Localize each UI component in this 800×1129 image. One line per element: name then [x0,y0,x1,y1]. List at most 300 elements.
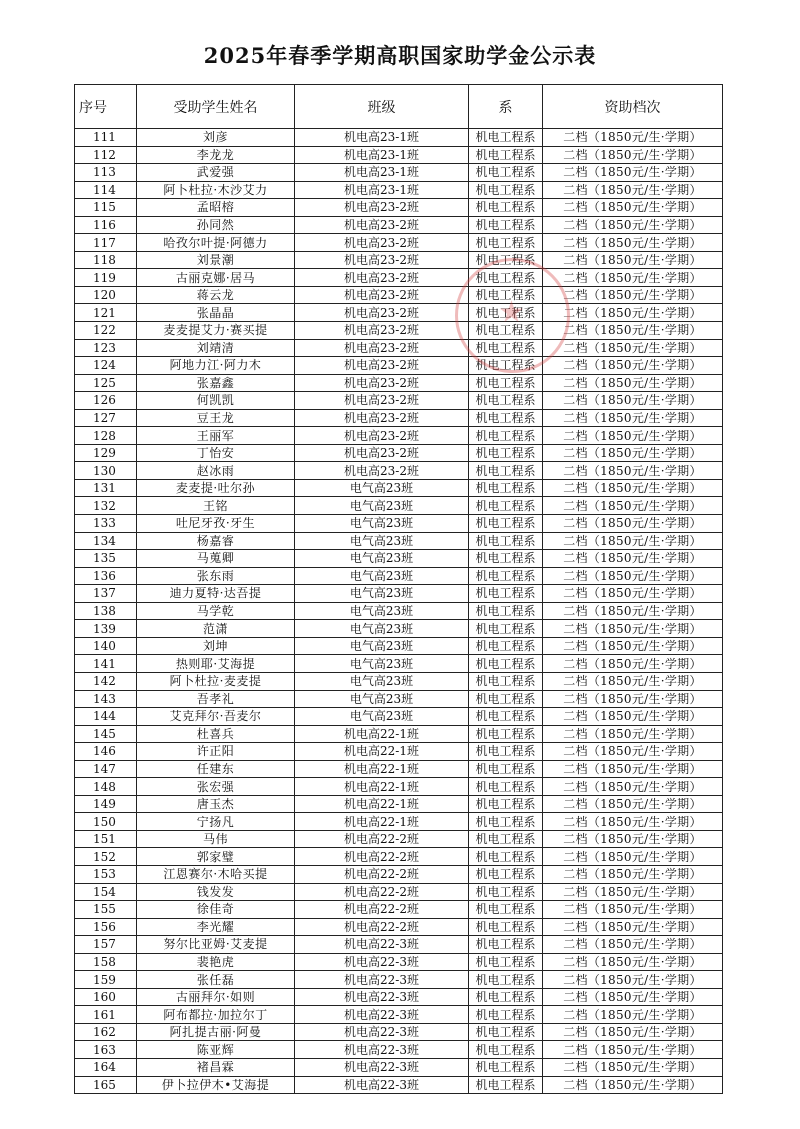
cell-level: 二档（1850元/生·学期） [543,620,723,638]
cell-name: 孙同然 [137,216,295,234]
cell-department: 机电工程系 [469,1006,543,1024]
cell-level: 二档（1850元/生·学期） [543,181,723,199]
table-row [75,479,723,497]
cell-seq: 157 [75,936,137,954]
cell-class: 机电高22-3班 [295,1023,469,1041]
table-row [75,181,723,199]
cell-seq: 140 [75,637,137,655]
cell-name: 张晶晶 [137,304,295,322]
cell-seq: 156 [75,918,137,936]
cell-seq: 117 [75,234,137,252]
table-row [75,497,723,515]
cell-level: 二档（1850元/生·学期） [543,164,723,182]
cell-name: 阿布都拉·加拉尔丁 [137,1006,295,1024]
cell-name: 杨嘉睿 [137,532,295,550]
document-title: 2025年春季学期高职国家助学金公示表 [203,43,597,68]
cell-class: 机电高23-1班 [295,181,469,199]
table-row [75,918,723,936]
cell-name: 王铭 [137,497,295,515]
cell-name: 丁怡安 [137,444,295,462]
table-row [75,129,723,147]
cell-name: 何凯凯 [137,392,295,410]
cell-department: 机电工程系 [469,918,543,936]
cell-class: 电气高23班 [295,620,469,638]
cell-name: 刘靖清 [137,339,295,357]
cell-class: 电气高23班 [295,567,469,585]
table-header-row [75,85,723,129]
table-row [75,936,723,954]
cell-department: 机电工程系 [469,462,543,480]
cell-name: 张东雨 [137,567,295,585]
cell-name: 麦麦提艾力·赛买提 [137,322,295,340]
cell-class: 机电高22-2班 [295,865,469,883]
cell-class: 机电高23-2班 [295,409,469,427]
table-row [75,532,723,550]
cell-level: 二档（1850元/生·学期） [543,567,723,585]
cell-department: 机电工程系 [469,409,543,427]
cell-class: 机电高22-2班 [295,848,469,866]
cell-name: 刘坤 [137,637,295,655]
table-row [75,216,723,234]
cell-department: 机电工程系 [469,129,543,147]
cell-name: 阿地力江·阿力木 [137,357,295,375]
cell-name: 郭家璧 [137,848,295,866]
cell-class: 机电高22-3班 [295,936,469,954]
cell-seq: 158 [75,953,137,971]
cell-class: 机电高22-1班 [295,778,469,796]
cell-seq: 118 [75,251,137,269]
cell-name: 吾孝礼 [137,690,295,708]
cell-seq: 125 [75,374,137,392]
cell-level: 二档（1850元/生·学期） [543,1006,723,1024]
cell-seq: 136 [75,567,137,585]
cell-seq: 131 [75,479,137,497]
header-class: 班级 [295,85,469,129]
cell-class: 电气高23班 [295,672,469,690]
table-row [75,865,723,883]
table-row [75,743,723,761]
cell-class: 机电高23-2班 [295,251,469,269]
cell-class: 机电高22-2班 [295,918,469,936]
cell-seq: 155 [75,901,137,919]
cell-seq: 148 [75,778,137,796]
cell-department: 机电工程系 [469,585,543,603]
cell-seq: 126 [75,392,137,410]
table-row [75,392,723,410]
cell-seq: 160 [75,988,137,1006]
cell-seq: 144 [75,708,137,726]
cell-department: 机电工程系 [469,251,543,269]
cell-department: 机电工程系 [469,778,543,796]
cell-seq: 113 [75,164,137,182]
cell-level: 二档（1850元/生·学期） [543,988,723,1006]
cell-department: 机电工程系 [469,690,543,708]
cell-class: 机电高23-1班 [295,146,469,164]
header-department: 系 [469,85,543,129]
cell-level: 二档（1850元/生·学期） [543,339,723,357]
table-row [75,234,723,252]
cell-seq: 116 [75,216,137,234]
table-row [75,409,723,427]
cell-level: 二档（1850元/生·学期） [543,234,723,252]
table-row [75,146,723,164]
table-row [75,655,723,673]
cell-level: 二档（1850元/生·学期） [543,795,723,813]
cell-seq: 142 [75,672,137,690]
cell-class: 机电高22-3班 [295,988,469,1006]
cell-seq: 120 [75,286,137,304]
cell-seq: 151 [75,830,137,848]
cell-name: 马伟 [137,830,295,848]
cell-name: 古丽拜尔·如则 [137,988,295,1006]
cell-level: 二档（1850元/生·学期） [543,497,723,515]
cell-name: 唐玉杰 [137,795,295,813]
table-row [75,269,723,287]
cell-class: 机电高23-2班 [295,427,469,445]
cell-seq: 137 [75,585,137,603]
cell-name: 热则耶·艾海提 [137,655,295,673]
cell-department: 机电工程系 [469,883,543,901]
table-row [75,550,723,568]
cell-class: 机电高22-2班 [295,901,469,919]
cell-name: 张嘉鑫 [137,374,295,392]
cell-name: 马蒐卿 [137,550,295,568]
cell-department: 机电工程系 [469,936,543,954]
table-row [75,637,723,655]
cell-level: 二档（1850元/生·学期） [543,427,723,445]
cell-department: 机电工程系 [469,339,543,357]
cell-class: 机电高23-2班 [295,216,469,234]
cell-department: 机电工程系 [469,444,543,462]
cell-department: 机电工程系 [469,550,543,568]
cell-level: 二档（1850元/生·学期） [543,883,723,901]
cell-level: 二档（1850元/生·学期） [543,725,723,743]
cell-level: 二档（1850元/生·学期） [543,444,723,462]
header-level: 资助档次 [543,85,723,129]
cell-seq: 162 [75,1023,137,1041]
cell-seq: 145 [75,725,137,743]
table-row [75,988,723,1006]
cell-seq: 127 [75,409,137,427]
cell-level: 二档（1850元/生·学期） [543,953,723,971]
cell-level: 二档（1850元/生·学期） [543,409,723,427]
cell-department: 机电工程系 [469,357,543,375]
cell-seq: 122 [75,322,137,340]
table-row [75,427,723,445]
cell-class: 机电高23-2班 [295,269,469,287]
cell-name: 古丽克娜·居马 [137,269,295,287]
cell-department: 机电工程系 [469,760,543,778]
cell-department: 机电工程系 [469,304,543,322]
cell-department: 机电工程系 [469,392,543,410]
cell-seq: 114 [75,181,137,199]
cell-name: 张任磊 [137,971,295,989]
cell-seq: 135 [75,550,137,568]
cell-seq: 154 [75,883,137,901]
cell-department: 机电工程系 [469,620,543,638]
cell-department: 机电工程系 [469,479,543,497]
cell-seq: 161 [75,1006,137,1024]
table-row [75,830,723,848]
cell-name: 任建东 [137,760,295,778]
cell-class: 机电高22-3班 [295,1076,469,1094]
table-row [75,374,723,392]
cell-department: 机电工程系 [469,567,543,585]
cell-name: 阿卜杜拉·木沙艾力 [137,181,295,199]
cell-name: 豆王龙 [137,409,295,427]
table-row [75,725,723,743]
cell-level: 二档（1850元/生·学期） [543,251,723,269]
cell-department: 机电工程系 [469,901,543,919]
cell-level: 二档（1850元/生·学期） [543,690,723,708]
cell-level: 二档（1850元/生·学期） [543,322,723,340]
cell-level: 二档（1850元/生·学期） [543,462,723,480]
cell-department: 机电工程系 [469,181,543,199]
cell-seq: 123 [75,339,137,357]
cell-department: 机电工程系 [469,1041,543,1059]
cell-department: 机电工程系 [469,708,543,726]
table-row [75,602,723,620]
table-row [75,1076,723,1094]
cell-name: 裴艳虎 [137,953,295,971]
cell-name: 哈孜尔叶提·阿德力 [137,234,295,252]
cell-department: 机电工程系 [469,164,543,182]
cell-level: 二档（1850元/生·学期） [543,708,723,726]
cell-department: 机电工程系 [469,813,543,831]
table-row [75,690,723,708]
cell-class: 机电高22-1班 [295,760,469,778]
cell-seq: 119 [75,269,137,287]
cell-name: 麦麦提·吐尔孙 [137,479,295,497]
cell-department: 机电工程系 [469,602,543,620]
cell-class: 机电高23-2班 [295,462,469,480]
cell-class: 电气高23班 [295,550,469,568]
cell-seq: 139 [75,620,137,638]
table-row [75,901,723,919]
cell-name: 王丽军 [137,427,295,445]
cell-seq: 165 [75,1076,137,1094]
cell-level: 二档（1850元/生·学期） [543,778,723,796]
cell-class: 机电高23-2班 [295,392,469,410]
cell-class: 机电高23-1班 [295,164,469,182]
cell-level: 二档（1850元/生·学期） [543,602,723,620]
cell-class: 机电高23-2班 [295,199,469,217]
cell-department: 机电工程系 [469,743,543,761]
cell-class: 机电高23-2班 [295,444,469,462]
cell-name: 孟昭榕 [137,199,295,217]
cell-department: 机电工程系 [469,795,543,813]
cell-class: 机电高23-2班 [295,357,469,375]
cell-department: 机电工程系 [469,216,543,234]
cell-department: 机电工程系 [469,865,543,883]
cell-department: 机电工程系 [469,199,543,217]
table-row [75,795,723,813]
cell-name: 吐尼牙孜·牙生 [137,515,295,533]
table-row [75,164,723,182]
cell-seq: 143 [75,690,137,708]
cell-department: 机电工程系 [469,286,543,304]
cell-department: 机电工程系 [469,374,543,392]
table-row [75,672,723,690]
cell-name: 李龙龙 [137,146,295,164]
cell-department: 机电工程系 [469,1058,543,1076]
cell-name: 艾克拜尔·吾麦尔 [137,708,295,726]
cell-seq: 129 [75,444,137,462]
cell-class: 电气高23班 [295,515,469,533]
cell-name: 杜喜兵 [137,725,295,743]
table-row [75,286,723,304]
table-row [75,199,723,217]
cell-level: 二档（1850元/生·学期） [543,304,723,322]
cell-level: 二档（1850元/生·学期） [543,357,723,375]
table-row [75,444,723,462]
cell-seq: 128 [75,427,137,445]
cell-class: 机电高22-3班 [295,1058,469,1076]
cell-class: 机电高22-3班 [295,953,469,971]
cell-level: 二档（1850元/生·学期） [543,865,723,883]
cell-class: 机电高23-2班 [295,322,469,340]
cell-name: 赵冰雨 [137,462,295,480]
cell-level: 二档（1850元/生·学期） [543,936,723,954]
cell-department: 机电工程系 [469,427,543,445]
cell-class: 电气高23班 [295,708,469,726]
cell-seq: 138 [75,602,137,620]
table-row [75,1058,723,1076]
cell-level: 二档（1850元/生·学期） [543,672,723,690]
cell-name: 李光耀 [137,918,295,936]
cell-seq: 149 [75,795,137,813]
cell-seq: 152 [75,848,137,866]
cell-department: 机电工程系 [469,515,543,533]
cell-level: 二档（1850元/生·学期） [543,216,723,234]
cell-level: 二档（1850元/生·学期） [543,479,723,497]
cell-level: 二档（1850元/生·学期） [543,901,723,919]
cell-level: 二档（1850元/生·学期） [543,374,723,392]
cell-level: 二档（1850元/生·学期） [543,146,723,164]
cell-class: 机电高23-2班 [295,286,469,304]
cell-class: 机电高23-2班 [295,339,469,357]
cell-name: 钱发发 [137,883,295,901]
cell-seq: 159 [75,971,137,989]
cell-seq: 147 [75,760,137,778]
cell-name: 蒋云龙 [137,286,295,304]
cell-name: 伊卜拉伊木•艾海提 [137,1076,295,1094]
table-body [75,129,723,1094]
table-row [75,620,723,638]
cell-level: 二档（1850元/生·学期） [543,129,723,147]
cell-level: 二档（1850元/生·学期） [543,532,723,550]
table-row [75,567,723,585]
cell-seq: 132 [75,497,137,515]
table-row [75,778,723,796]
cell-class: 电气高23班 [295,532,469,550]
cell-seq: 134 [75,532,137,550]
cell-department: 机电工程系 [469,953,543,971]
cell-name: 范潇 [137,620,295,638]
cell-class: 机电高22-1班 [295,813,469,831]
cell-seq: 130 [75,462,137,480]
cell-seq: 153 [75,865,137,883]
cell-department: 机电工程系 [469,146,543,164]
cell-seq: 124 [75,357,137,375]
cell-class: 机电高23-2班 [295,374,469,392]
table-row [75,1041,723,1059]
cell-level: 二档（1850元/生·学期） [543,1058,723,1076]
cell-level: 二档（1850元/生·学期） [543,637,723,655]
cell-department: 机电工程系 [469,497,543,515]
cell-seq: 146 [75,743,137,761]
cell-department: 机电工程系 [469,637,543,655]
cell-level: 二档（1850元/生·学期） [543,813,723,831]
table-row [75,251,723,269]
table-row [75,322,723,340]
cell-class: 机电高22-3班 [295,971,469,989]
cell-class: 机电高23-1班 [295,129,469,147]
cell-name: 江恩赛尔·木哈买提 [137,865,295,883]
cell-level: 二档（1850元/生·学期） [543,515,723,533]
table-row [75,1006,723,1024]
cell-class: 机电高22-2班 [295,883,469,901]
cell-level: 二档（1850元/生·学期） [543,971,723,989]
cell-class: 电气高23班 [295,602,469,620]
cell-department: 机电工程系 [469,532,543,550]
cell-department: 机电工程系 [469,725,543,743]
cell-name: 迪力夏特·达吾提 [137,585,295,603]
table-row [75,953,723,971]
cell-name: 徐佳奇 [137,901,295,919]
cell-level: 二档（1850元/生·学期） [543,760,723,778]
cell-department: 机电工程系 [469,322,543,340]
cell-class: 机电高23-2班 [295,234,469,252]
header-seq: 序号 [75,85,137,129]
cell-name: 张宏强 [137,778,295,796]
cell-class: 机电高22-3班 [295,1006,469,1024]
cell-level: 二档（1850元/生·学期） [543,550,723,568]
cell-seq: 164 [75,1058,137,1076]
cell-seq: 112 [75,146,137,164]
cell-class: 电气高23班 [295,479,469,497]
cell-class: 机电高23-2班 [295,304,469,322]
cell-level: 二档（1850元/生·学期） [543,286,723,304]
table-row [75,515,723,533]
table-row [75,1023,723,1041]
cell-department: 机电工程系 [469,1076,543,1094]
cell-department: 机电工程系 [469,988,543,1006]
cell-level: 二档（1850元/生·学期） [543,918,723,936]
cell-class: 电气高23班 [295,585,469,603]
cell-level: 二档（1850元/生·学期） [543,743,723,761]
cell-class: 电气高23班 [295,497,469,515]
cell-seq: 163 [75,1041,137,1059]
cell-level: 二档（1850元/生·学期） [543,199,723,217]
cell-name: 褚昌霖 [137,1058,295,1076]
cell-seq: 150 [75,813,137,831]
table-row [75,462,723,480]
cell-name: 努尔比亚姆·艾麦提 [137,936,295,954]
table-row [75,708,723,726]
cell-level: 二档（1850元/生·学期） [543,830,723,848]
header-name: 受助学生姓名 [137,85,295,129]
cell-level: 二档（1850元/生·学期） [543,1076,723,1094]
cell-department: 机电工程系 [469,1023,543,1041]
cell-level: 二档（1850元/生·学期） [543,655,723,673]
cell-name: 陈亚辉 [137,1041,295,1059]
cell-department: 机电工程系 [469,234,543,252]
cell-department: 机电工程系 [469,269,543,287]
cell-seq: 133 [75,515,137,533]
cell-department: 机电工程系 [469,830,543,848]
table-row [75,813,723,831]
